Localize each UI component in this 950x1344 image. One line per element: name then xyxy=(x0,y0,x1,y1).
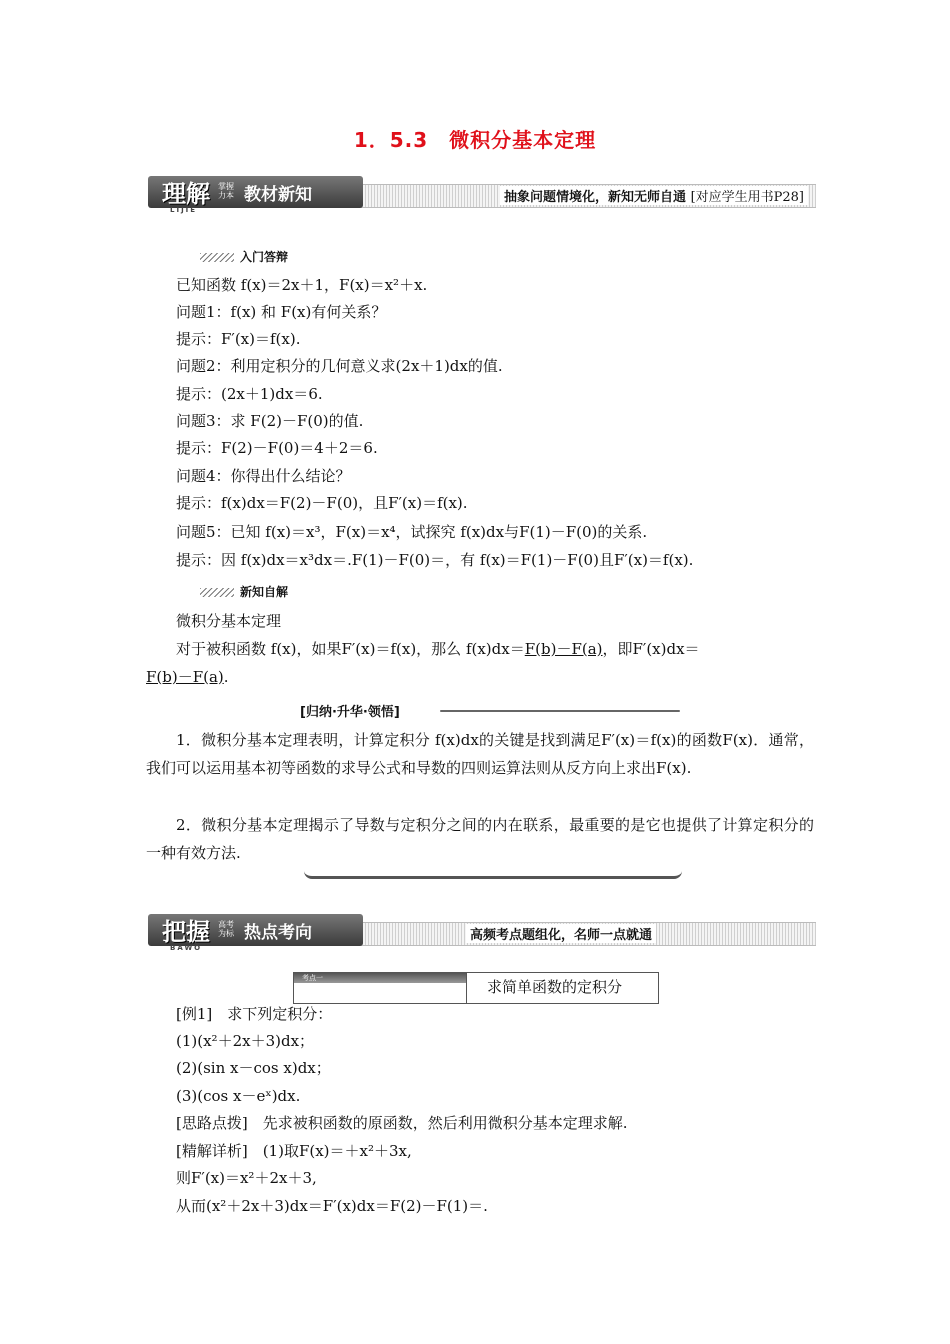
text-line: 问题1：f(x) 和 F(x)有何关系？ xyxy=(176,303,387,321)
subsection-label-rumen xyxy=(200,248,288,264)
hatch-decoration xyxy=(200,588,234,597)
text-line: [思路点拨] 先求被积函数的原函数，然后利用微积分基本定理求解. xyxy=(176,1114,628,1132)
text-line: [例1] 求下列定积分： xyxy=(176,1005,333,1023)
text-line: 从而(x²＋2x＋3)dx＝F′(x)dx＝F(2)－F(1)＝. xyxy=(176,1197,488,1215)
text-line: (2)(sin x－cos x)dx； xyxy=(176,1059,331,1077)
summary-header-text: [归纳·升华·领悟] xyxy=(300,701,406,720)
subsection-label-xinzhi xyxy=(200,583,288,599)
theorem-end: . xyxy=(223,668,229,686)
page-title: 1．5.3 微积分基本定理 xyxy=(353,128,597,152)
theorem-answer-1: F(b)－F(a) xyxy=(524,640,603,658)
summary-paragraph-1: 1．微积分基本定理表明，计算定积分 f(x)dx的关键是找到满足F′(x)＝f(x)的函数F(x)．通常，我们可以运用基本初等函数的求导公式和导数的四则运算法则从反方向上求出F(x). xyxy=(146,731,814,777)
topic-label-cell xyxy=(294,973,467,1003)
banner-tagline: 高频考点题组化，名师一点就通 xyxy=(466,924,656,943)
theorem-statement-cont xyxy=(146,667,229,687)
theorem-title: 微积分基本定理 xyxy=(176,612,282,630)
section-banner-lijie xyxy=(148,176,816,212)
text-line: 则F′(x)＝x²＋2x＋3, xyxy=(176,1169,317,1187)
topic-tab: 考点一 xyxy=(294,973,466,983)
section-banner-bawo xyxy=(148,914,816,950)
banner-sub-text: 掌握力本 xyxy=(218,182,234,200)
topic-box xyxy=(293,972,659,1004)
banner-sub-text: 高考为标 xyxy=(218,920,234,938)
topic-name: 求简单函数的定积分 xyxy=(487,978,623,996)
summary-paragraph-2: 2．微积分基本定理揭示了导数与定积分之间的内在联系，最重要的是它也提供了计算定积分的一种有效方法. xyxy=(146,816,814,862)
theorem-statement xyxy=(176,639,700,659)
text-line: 问题3：求 F(2)－F(0)的值. xyxy=(176,412,364,430)
text-line: 问题4：你得出什么结论？ xyxy=(176,467,351,485)
theorem-mid: ，即F′(x)dx＝ xyxy=(602,640,700,658)
text-line: 问题2：利用定积分的几何意义求(2x＋1)dx的值. xyxy=(176,357,503,375)
banner-block xyxy=(148,914,363,946)
banner-block xyxy=(148,176,363,208)
text-line: (3)(cos x－eˣ)dx. xyxy=(176,1087,301,1105)
theorem-pre: 对于被积函数 f(x)，如果F′(x)＝f(x)，那么 f(x)dx＝ xyxy=(176,640,525,658)
subsection-label-text: 入门答辩 xyxy=(240,250,289,264)
text-line: 提示：因 f(x)dx＝x³dx＝.F(1)－F(0)＝，有 f(x)＝F(1)－F(0)且F′(x)＝f(x). xyxy=(176,551,694,569)
banner-big-text: 把握 xyxy=(162,918,210,946)
hatch-decoration xyxy=(200,253,234,262)
banner-mid-text: 教材新知 xyxy=(244,185,312,205)
summary-header xyxy=(300,701,680,721)
banner-mid-text: 热点考向 xyxy=(244,923,312,943)
text-line: [精解详析] (1)取F(x)＝＋x²＋3x, xyxy=(176,1142,412,1160)
banner-tag-text: 抽象问题情境化，新知无师自通 xyxy=(504,190,687,205)
text-line: 提示：(2x＋1)dx＝6. xyxy=(176,385,323,403)
subsection-label-text: 新知自解 xyxy=(240,585,289,599)
theorem-answer-2: F(b)－F(a) xyxy=(146,668,224,686)
section-end-rule xyxy=(304,870,682,879)
banner-reference: [对应学生用书P28] xyxy=(690,190,804,205)
banner-big-text: 理解 xyxy=(162,180,210,208)
text-line: 问题5：已知 f(x)＝x³，F(x)＝x⁴，试探究 f(x)dx与F(1)－F(0)的关系. xyxy=(176,523,648,541)
text-line: 提示：f(x)dx＝F(2)－F(0)，且F′(x)＝f(x). xyxy=(176,494,468,512)
banner-pinyin: BAWO xyxy=(170,944,203,952)
banner-tagline xyxy=(500,186,808,205)
summary-header-rule xyxy=(440,710,680,712)
banner-pinyin: LIJIE xyxy=(170,206,198,214)
text-line: (1)(x²＋2x＋3)dx； xyxy=(176,1032,315,1050)
text-line: 已知函数 f(x)＝2x＋1，F(x)＝x²＋x. xyxy=(176,276,428,294)
text-line: 提示：F′(x)＝f(x). xyxy=(176,330,301,348)
text-line: 提示：F(2)－F(0)＝4＋2＝6. xyxy=(176,439,378,457)
